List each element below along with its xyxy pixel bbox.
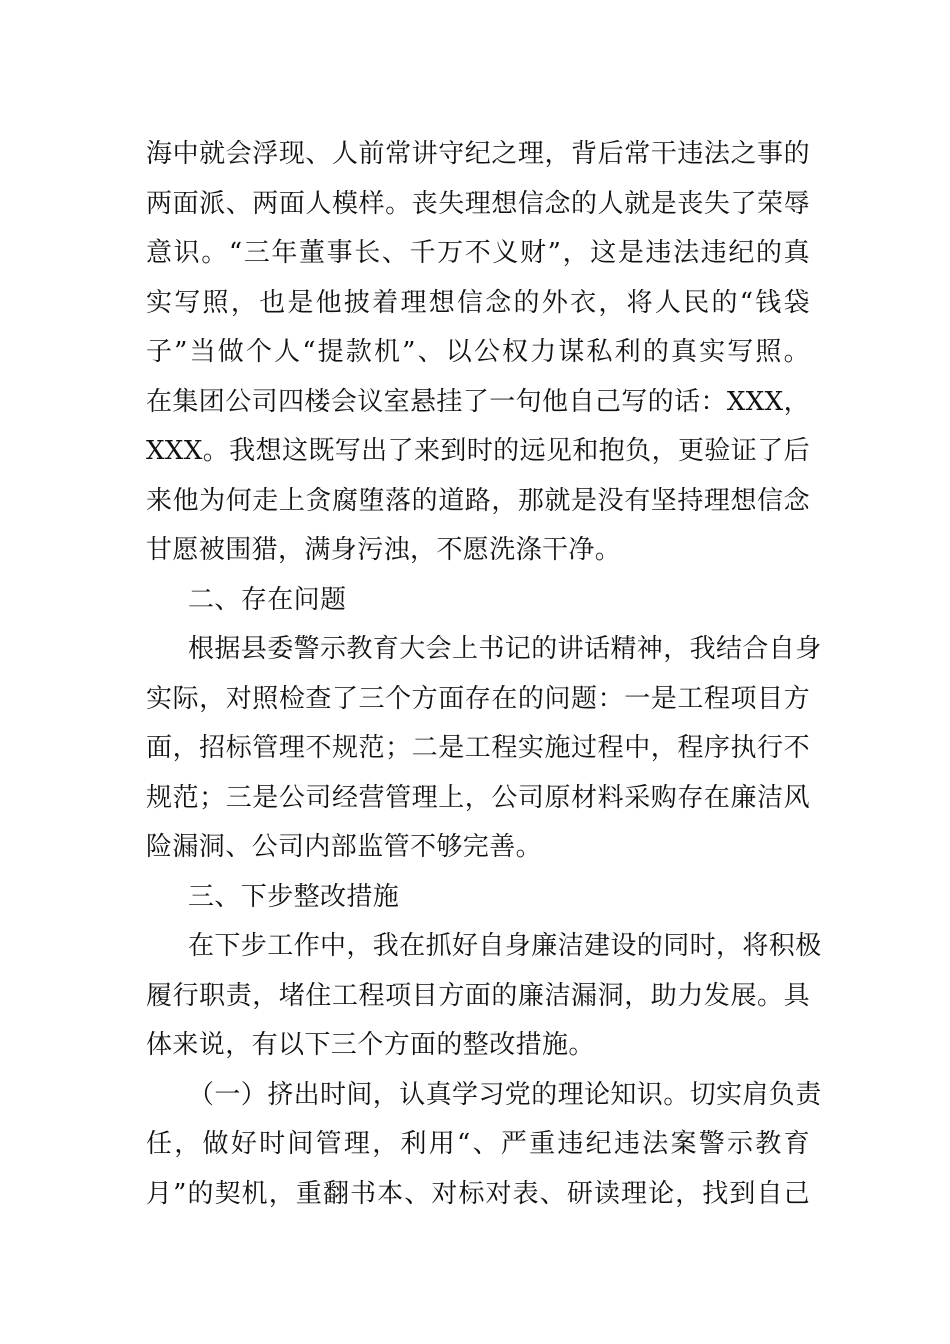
- body-line: 甘愿被围猎，满身污浊，不愿洗涤干净。: [146, 535, 622, 565]
- body-line: XXX。我想这既写出了来到时的远见和抱负，更验证了后: [146, 436, 810, 466]
- section-heading-measures: 三、下步整改措施: [188, 881, 400, 912]
- body-line: 履行职责，堵住工程项目方面的廉洁漏洞，助力发展。具: [146, 980, 810, 1011]
- body-line: 来他为何走上贪腐堕落的道路，那就是没有坚持理想信念: [146, 485, 810, 516]
- body-line: （一）挤出时间，认真学习党的理论知识。切实肩负责: [188, 1079, 822, 1110]
- body-line: 子”当做个人“提款机”、以公权力谋私利的真实写照。: [146, 337, 810, 367]
- body-line: 面，招标管理不规范；二是工程实施过程中，程序执行不: [146, 733, 810, 763]
- body-line: 实际，对照检查了三个方面存在的问题：一是工程项目方: [146, 683, 810, 714]
- document-body: [146, 130, 822, 1219]
- body-line: 任，做好时间管理，利用“、严重违纪违法案警示教育: [146, 1129, 810, 1159]
- body-line: 体来说，有以下三个方面的整改措施。: [146, 1030, 595, 1060]
- body-line: 在集团公司四楼会议室悬挂了一句他自己写的话：XXX，: [146, 386, 810, 417]
- body-line: 月”的契机，重翻书本、对标对表、研读理论，找到自己: [146, 1178, 810, 1209]
- body-line: 实写照，也是他披着理想信念的外衣，将人民的“钱袋: [146, 287, 810, 318]
- body-line: 两面派、两面人模样。丧失理想信念的人就是丧失了荣辱: [146, 188, 810, 219]
- body-line: 在下步工作中，我在抓好自身廉洁建设的同时，将积极: [188, 931, 822, 961]
- body-line: 海中就会浮现、人前常讲守纪之理，背后常干违法之事的: [146, 139, 810, 169]
- section-heading-problems: 二、存在问题: [188, 584, 347, 615]
- body-line: 规范；三是公司经营管理上，公司原材料采购存在廉洁风: [146, 782, 810, 813]
- body-line: 意识。“三年董事长、千万不义财”，这是违法违纪的真: [146, 238, 810, 268]
- body-line: 险漏洞、公司内部监管不够完善。: [146, 832, 543, 862]
- body-line: 根据县委警示教育大会上书记的讲话精神，我结合自身: [188, 634, 822, 664]
